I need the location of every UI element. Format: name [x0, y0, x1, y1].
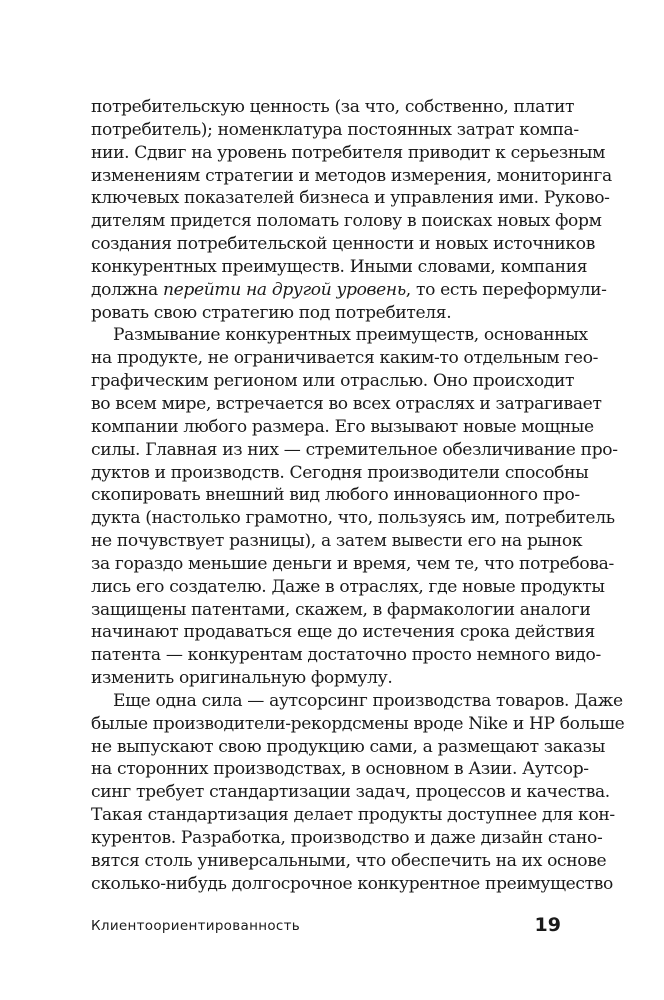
text-run: дителям придется поломать голову в поисках новых форм	[91, 211, 602, 232]
page-footer	[91, 914, 561, 938]
text-run: компании любого размера. Его вызывают новые мощные	[91, 416, 594, 437]
text-run: сколько-нибудь долгосрочное конкурентное преимущество	[91, 873, 613, 894]
page-body	[91, 96, 625, 896]
text-run: создания потребительской ценности и новых источников	[91, 234, 595, 255]
text-run: защищены патентами, скажем, в фармакологии аналоги	[91, 599, 591, 620]
text-line	[91, 804, 615, 827]
text-line	[91, 462, 589, 485]
text-line	[91, 553, 614, 576]
text-line	[91, 736, 606, 759]
text-run: Такая стандартизация делает продукты доступнее для кон-	[91, 805, 615, 826]
text-line	[91, 233, 595, 256]
text-run: за гораздо меньшие деньги и время, чем те, что потребова-	[91, 553, 614, 574]
text-run: курентов. Разработка, производство и даже дизайн стано-	[91, 828, 603, 848]
text-run: патента — конкурентам достаточно просто немного видо-	[91, 645, 601, 666]
text-run: нии. Сдвиг на уровень потребителя приводит к серьезным	[91, 142, 606, 163]
text-line	[91, 165, 612, 188]
text-line	[91, 142, 606, 165]
text-line	[91, 119, 579, 142]
paragraph	[91, 96, 612, 324]
text-line	[91, 713, 625, 736]
text-line	[91, 393, 602, 416]
text-run: графическим регионом или отраслью. Оно происходит	[91, 371, 575, 392]
text-line	[91, 507, 615, 530]
text-line	[91, 850, 607, 873]
text-line	[91, 781, 610, 804]
text-line	[91, 667, 561, 690]
text-run: должна	[91, 279, 163, 300]
paragraph	[91, 324, 618, 690]
text-run: не выпускают свою продукцию сами, а размещают заказы	[91, 736, 606, 757]
text-run: скопировать внешний вид любого инновационного про-	[91, 485, 580, 506]
body-text	[91, 96, 625, 896]
text-line	[91, 210, 602, 233]
text-run: , то есть переформули-	[405, 279, 607, 300]
text-run: дукта (настолько грамотно, что, пользуясь им, потребитель	[91, 508, 615, 529]
text-run: былые производители-рекордсмены вроде Nike и HP больше	[91, 713, 625, 734]
text-line	[91, 96, 575, 119]
text-run: синг требует стандартизации задач, процессов и качества.	[91, 782, 610, 803]
text-run: во всем мире, встречается во всех отраслях и затрагивает	[91, 393, 602, 414]
text-line	[91, 621, 595, 644]
text-run: потребитель); номенклатура постоянных затрат компа-	[91, 119, 579, 140]
text-run: изменить оригинальную формулу.	[91, 668, 393, 689]
text-line	[91, 827, 603, 850]
text-run: Размывание конкурентных преимуществ, основанных	[113, 325, 588, 346]
text-line	[91, 256, 588, 279]
text-run: не почувствует разницы), а затем вывести его на рынок	[91, 531, 583, 552]
text-run: лись его создателю. Даже в отраслях, где новые продукты	[91, 576, 605, 597]
text-line	[91, 187, 610, 210]
text-run: ровать свою стратегию под потребителя.	[91, 302, 452, 323]
text-line	[91, 416, 594, 439]
text-run: конкурентных преимуществ. Иными словами, компания	[91, 256, 588, 277]
text-run: Еще одна сила — аутсорсинг производства товаров. Даже	[113, 690, 623, 711]
text-line	[91, 599, 591, 622]
text-line	[91, 370, 575, 393]
text-run: изменениям стратегии и методов измерения, мониторинга	[91, 165, 612, 186]
text-line	[91, 439, 618, 462]
text-run: вятся столь универсальными, что обеспечить на их основе	[91, 850, 607, 871]
text-run: на продукте, не ограничивается каким-то отдельным гео-	[91, 348, 599, 369]
text-line	[91, 484, 580, 507]
paragraph	[91, 690, 625, 896]
text-line	[91, 690, 623, 713]
text-line	[91, 347, 599, 370]
text-line	[91, 302, 561, 325]
text-run: начинают продаваться еще до истечения срока действия	[91, 622, 595, 643]
text-line	[91, 758, 589, 781]
running-title: Клиентоориентированность	[91, 918, 301, 934]
text-run: силы. Главная из них — стремительное обезличивание про-	[91, 439, 618, 460]
text-line	[91, 576, 605, 599]
text-line	[91, 530, 583, 553]
page-number: 19	[534, 914, 561, 936]
text-line	[91, 324, 588, 347]
italic-phrase: перейти на другой уровень	[162, 279, 406, 300]
text-run: потребительскую ценность (за что, собственно, платит	[91, 97, 575, 117]
text-run: на сторонних производствах, в основном в Азии. Аутсор-	[91, 759, 589, 780]
text-line	[91, 644, 601, 667]
text-line	[91, 873, 613, 896]
text-line	[91, 279, 607, 302]
text-run: дуктов и производств. Сегодня производители способны	[91, 462, 589, 483]
text-run: ключевых показателей бизнеса и управления ими. Руково-	[91, 188, 610, 209]
